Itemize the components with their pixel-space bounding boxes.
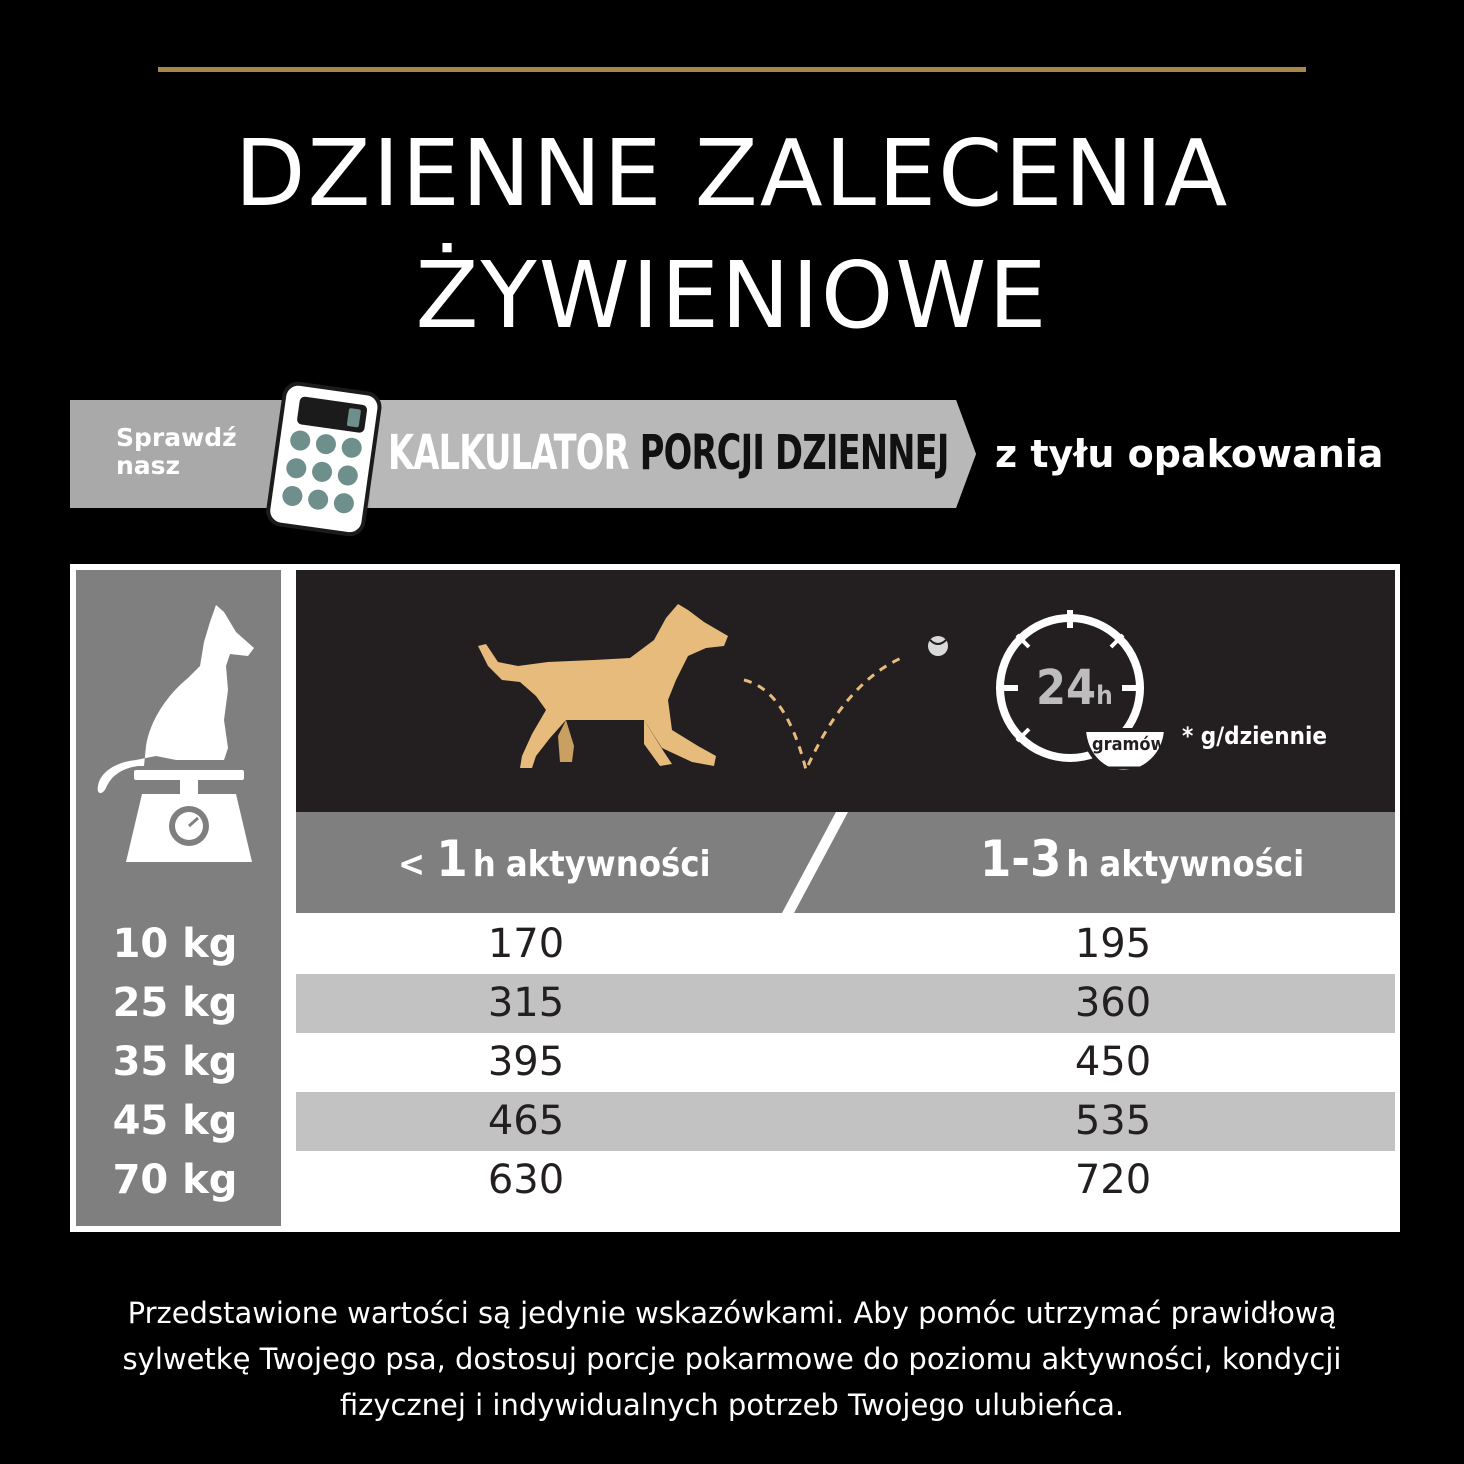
calculator-icon xyxy=(262,380,386,536)
portion-under-1h: 465 xyxy=(487,1098,565,1144)
weight-label: 10 kg xyxy=(112,921,238,967)
banner-calculator-label: KALKULATOR PORCJI DZIENNEJ xyxy=(388,425,949,481)
table-row xyxy=(296,1092,1395,1151)
weight-label: 35 kg xyxy=(112,1039,238,1085)
table-row xyxy=(296,1151,1395,1210)
portion-under-1h: 170 xyxy=(487,921,565,967)
weight-label: 70 kg xyxy=(112,1157,238,1203)
portion-under-1h: 630 xyxy=(487,1157,565,1203)
weight-label: 25 kg xyxy=(112,980,238,1026)
weight-label: 45 kg xyxy=(112,1098,238,1144)
portion-under-1h: 315 xyxy=(487,980,565,1026)
table-row xyxy=(296,974,1395,1033)
activity-header xyxy=(296,570,1395,812)
portion-1-3h: 720 xyxy=(1074,1157,1152,1203)
portion-under-1h: 395 xyxy=(487,1039,565,1085)
bowl-grams-label: gramów* xyxy=(1092,734,1174,755)
disclaimer-text: Przedstawione wartości są jedynie wskazówkami. Aby pomóc utrzymać prawidłową sylwetkę Twojego psa, dostosuj porcje pokarmowe do poziomu aktywności, kondycji fizycznej i indywidualnych potrzeb Twojego ulubieńca. xyxy=(122,1296,1342,1422)
banner-back-of-pack-text: z tyłu opakowania xyxy=(995,432,1384,476)
grams-per-day-note: * g/dziennie xyxy=(1182,722,1327,750)
column-header-under-1h: < 1 h aktywności xyxy=(398,830,711,888)
banner-intro-text: Sprawdź nasz xyxy=(116,423,237,480)
portion-1-3h: 450 xyxy=(1074,1039,1152,1085)
page-title-line2: ŻYWIENIOWE xyxy=(415,242,1049,349)
portion-1-3h: 360 xyxy=(1074,980,1152,1026)
portion-1-3h: 535 xyxy=(1074,1098,1152,1144)
column-header-1-3h: 1-3 h aktywności xyxy=(980,830,1305,888)
gold-divider xyxy=(158,67,1306,72)
ball-icon xyxy=(928,636,948,656)
dog-on-scale-icon xyxy=(76,570,281,870)
table-row xyxy=(296,915,1395,974)
page-title-line1: DZIENNE ZALECENIA xyxy=(234,120,1230,227)
table-row xyxy=(296,1033,1395,1092)
portion-1-3h: 195 xyxy=(1074,921,1152,967)
running-dog-icon xyxy=(478,604,728,768)
clock-hours-label: 24h xyxy=(1036,660,1113,716)
